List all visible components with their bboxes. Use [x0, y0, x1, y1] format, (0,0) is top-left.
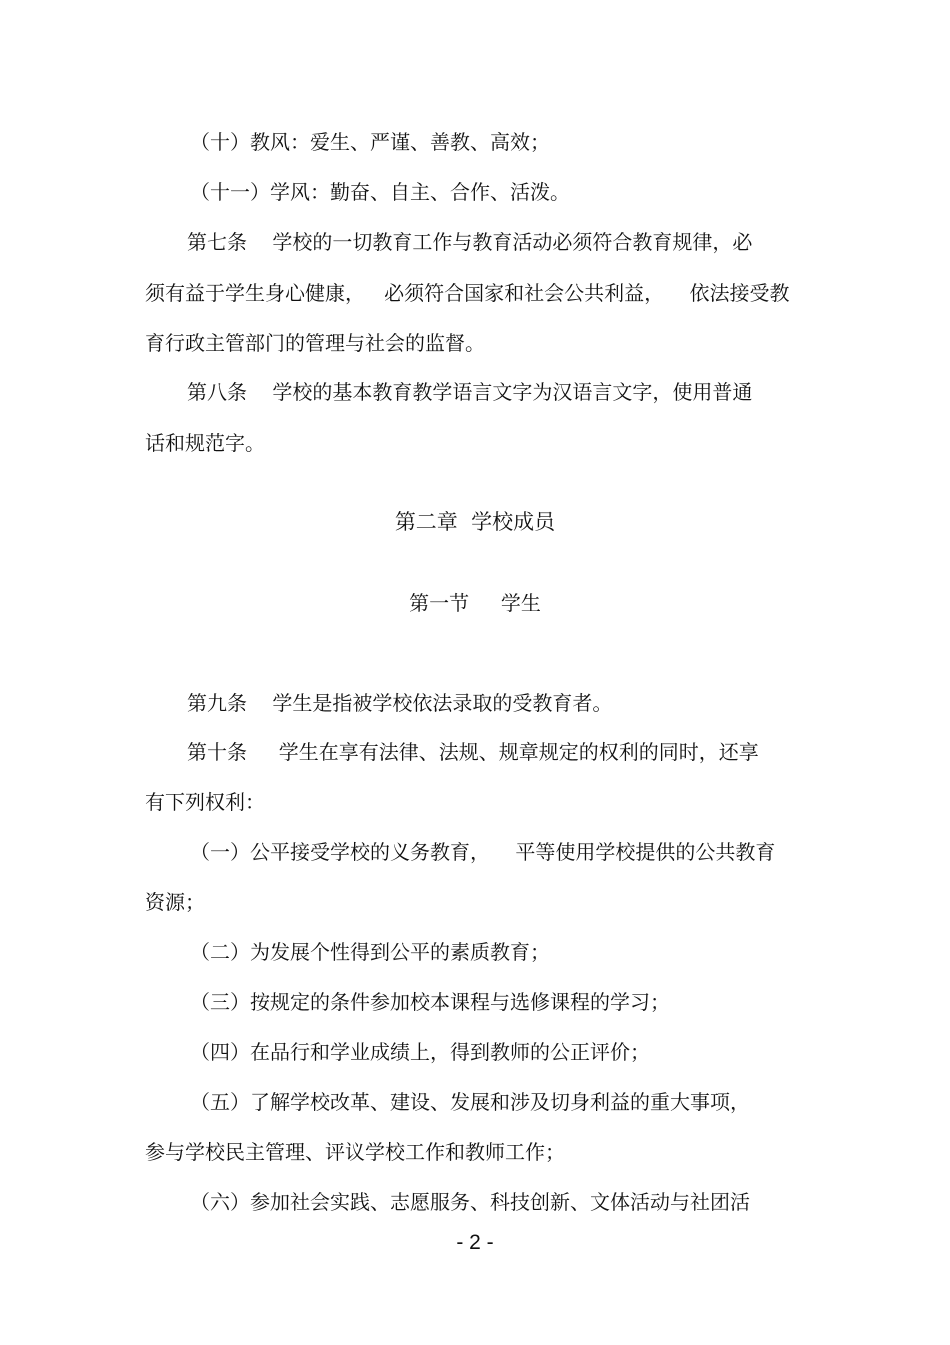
- line-text: 资源；: [145, 890, 205, 914]
- line-text: （一）公平接受学校的义务教育， 平等使用学校提供的公共教育: [190, 840, 776, 864]
- paragraph-line: [0, 328, 950, 358]
- line-text: 第八条 学校的基本教育教学语言文字为汉语言文字，使用普通: [187, 380, 753, 404]
- section-title: [0, 588, 950, 618]
- paragraph-line: [0, 177, 950, 207]
- paragraph-line: [0, 127, 950, 157]
- line-text: （十）教风：爱生、严谨、善教、高效；: [190, 130, 550, 154]
- paragraph-line: [0, 278, 950, 308]
- chapter-title-text: 第二章 学校成员: [394, 510, 556, 534]
- section-title-text: 第一节 学生: [409, 591, 541, 615]
- line-text: 第十条 学生在享有法律、法规、规章规定的权利的同时，还享: [187, 740, 759, 764]
- paragraph-line: [0, 937, 950, 967]
- paragraph-line: [0, 887, 950, 917]
- paragraph-line: [0, 737, 950, 767]
- paragraph-line: [0, 787, 950, 817]
- line-text: （五）了解学校改革、建设、发展和涉及切身利益的重大事项，: [190, 1090, 750, 1114]
- paragraph-line: [0, 837, 950, 867]
- paragraph-line: [0, 688, 950, 718]
- chapter-title: [0, 507, 950, 537]
- line-text: 第九条 学生是指被学校依法录取的受教育者。: [187, 691, 613, 715]
- paragraph-line: [0, 227, 950, 257]
- line-text: （十一）学风：勤奋、自主、合作、活泼。: [190, 180, 570, 204]
- paragraph-line: [0, 428, 950, 458]
- line-text: 第七条 学校的一切教育工作与教育活动必须符合教育规律，必: [187, 230, 753, 254]
- paragraph-line: [0, 1137, 950, 1167]
- line-text: （四）在品行和学业成绩上，得到教师的公正评价；: [190, 1040, 650, 1064]
- line-text: （三）按规定的条件参加校本课程与选修课程的学习；: [190, 990, 670, 1014]
- paragraph-line: [0, 1087, 950, 1117]
- line-text: （二）为发展个性得到公平的素质教育；: [190, 940, 550, 964]
- paragraph-line: [0, 1187, 950, 1217]
- paragraph-line: [0, 377, 950, 407]
- line-text: 育行政主管部门的管理与社会的监督。: [145, 331, 485, 355]
- line-text: 须有益于学生身心健康， 必须符合国家和社会公共利益， 依法接受教: [145, 281, 790, 305]
- line-text: （六）参加社会实践、志愿服务、科技创新、文体活动与社团活: [190, 1190, 750, 1214]
- page-number: - 2 -: [456, 1231, 494, 1254]
- paragraph-line: [0, 987, 950, 1017]
- paragraph-line: [0, 1037, 950, 1067]
- line-text: 参与学校民主管理、评议学校工作和教师工作；: [145, 1140, 565, 1164]
- line-text: 话和规范字。: [145, 431, 265, 455]
- line-text: 有下列权利：: [145, 790, 265, 814]
